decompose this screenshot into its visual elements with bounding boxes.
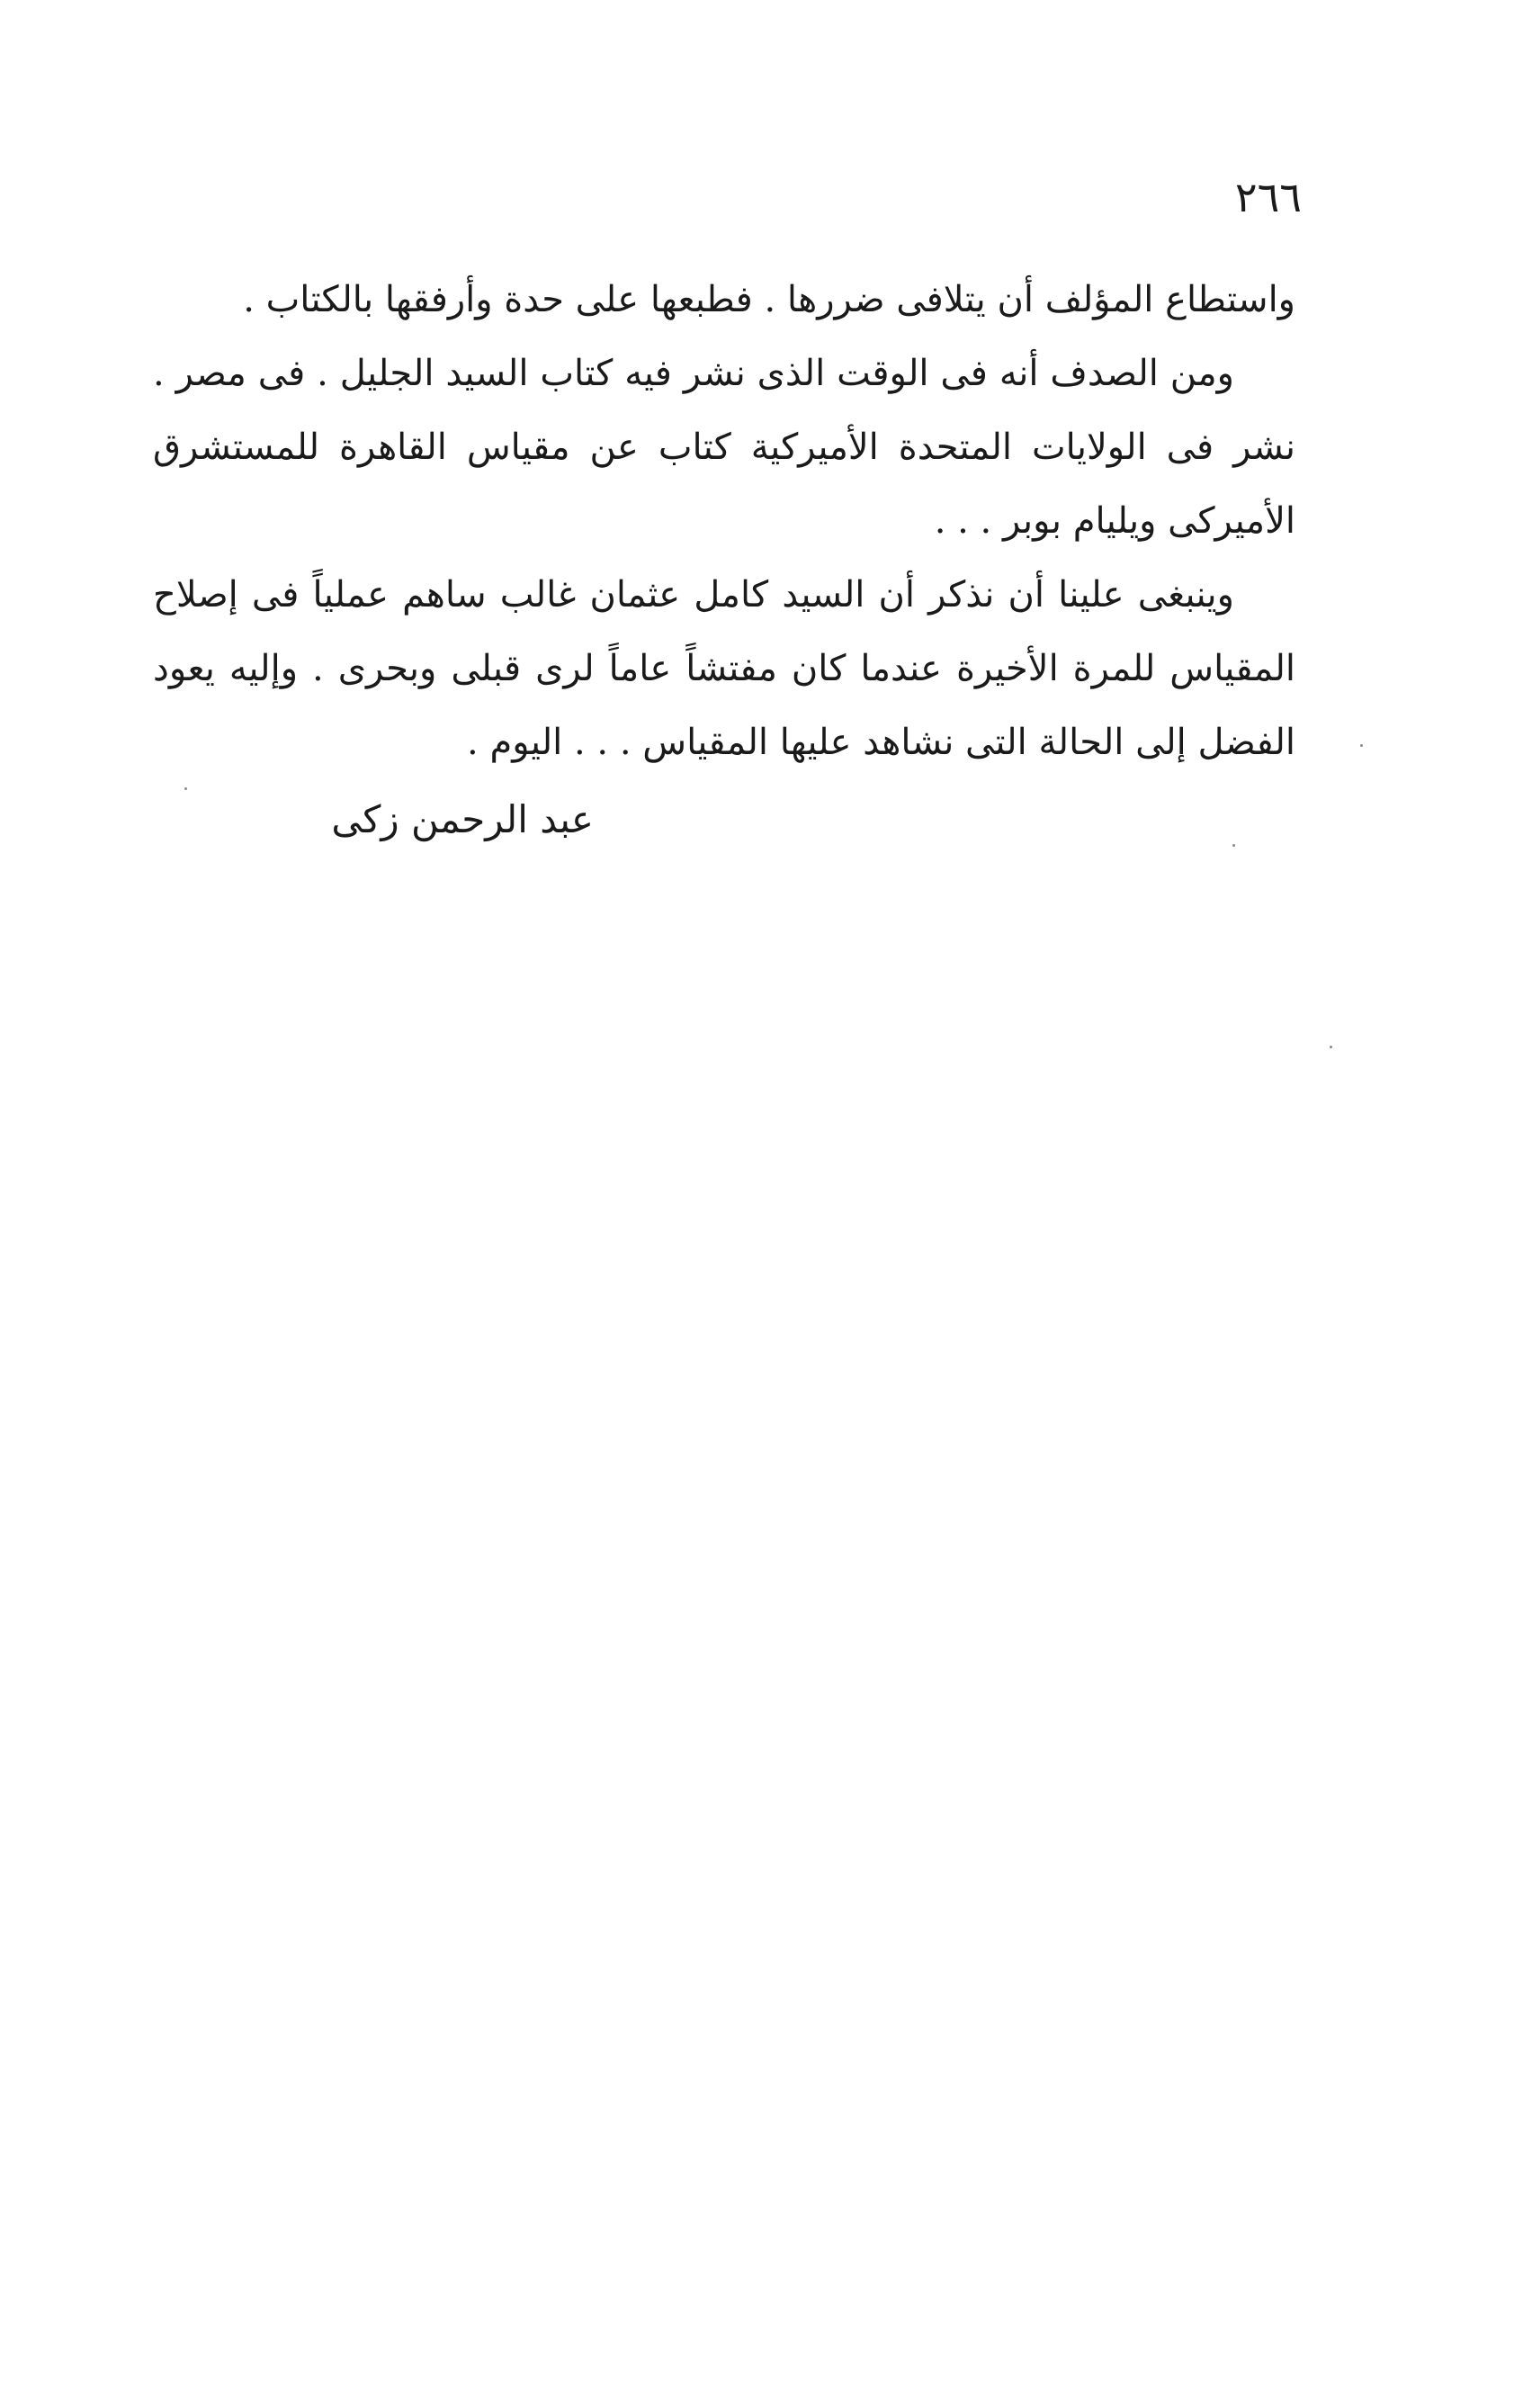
paper-speck [1360,744,1363,747]
page-number: ٢٦٦ [1234,173,1302,221]
paper-speck [1232,844,1235,847]
paragraph-2: ومن الصدف أنه فى الوقت الذى نشر فيه كتاب السيد الجليل . فى مصر . نشر فى الولايات المتحدة الأميركية كتاب عن مقياس القاهرة للمستشرق الأميركى ويليام بوبر . . . [153,353,1295,542]
paper-speck [184,787,187,790]
paragraph-1: واستطاع المؤلف أن يتلافى ضررها . فطبعها على حدة وأرفقها بالكتاب . [243,279,1295,320]
paper-speck [1330,1046,1332,1048]
author-signature: عبد الرحمن زكى [331,797,594,841]
body-text [153,263,1295,779]
paragraph-3: وينبغى علينا أن نذكر أن السيد كامل عثمان غالب ساهم عملياً فى إصلاح المقياس للمرة الأخيرة عندما كان مفتشاً عاماً لرى قبلى وبحرى . وإليه يعود الفضل إلى الحالة التى نشاهد عليها المقياس . . . اليوم . [153,574,1295,763]
